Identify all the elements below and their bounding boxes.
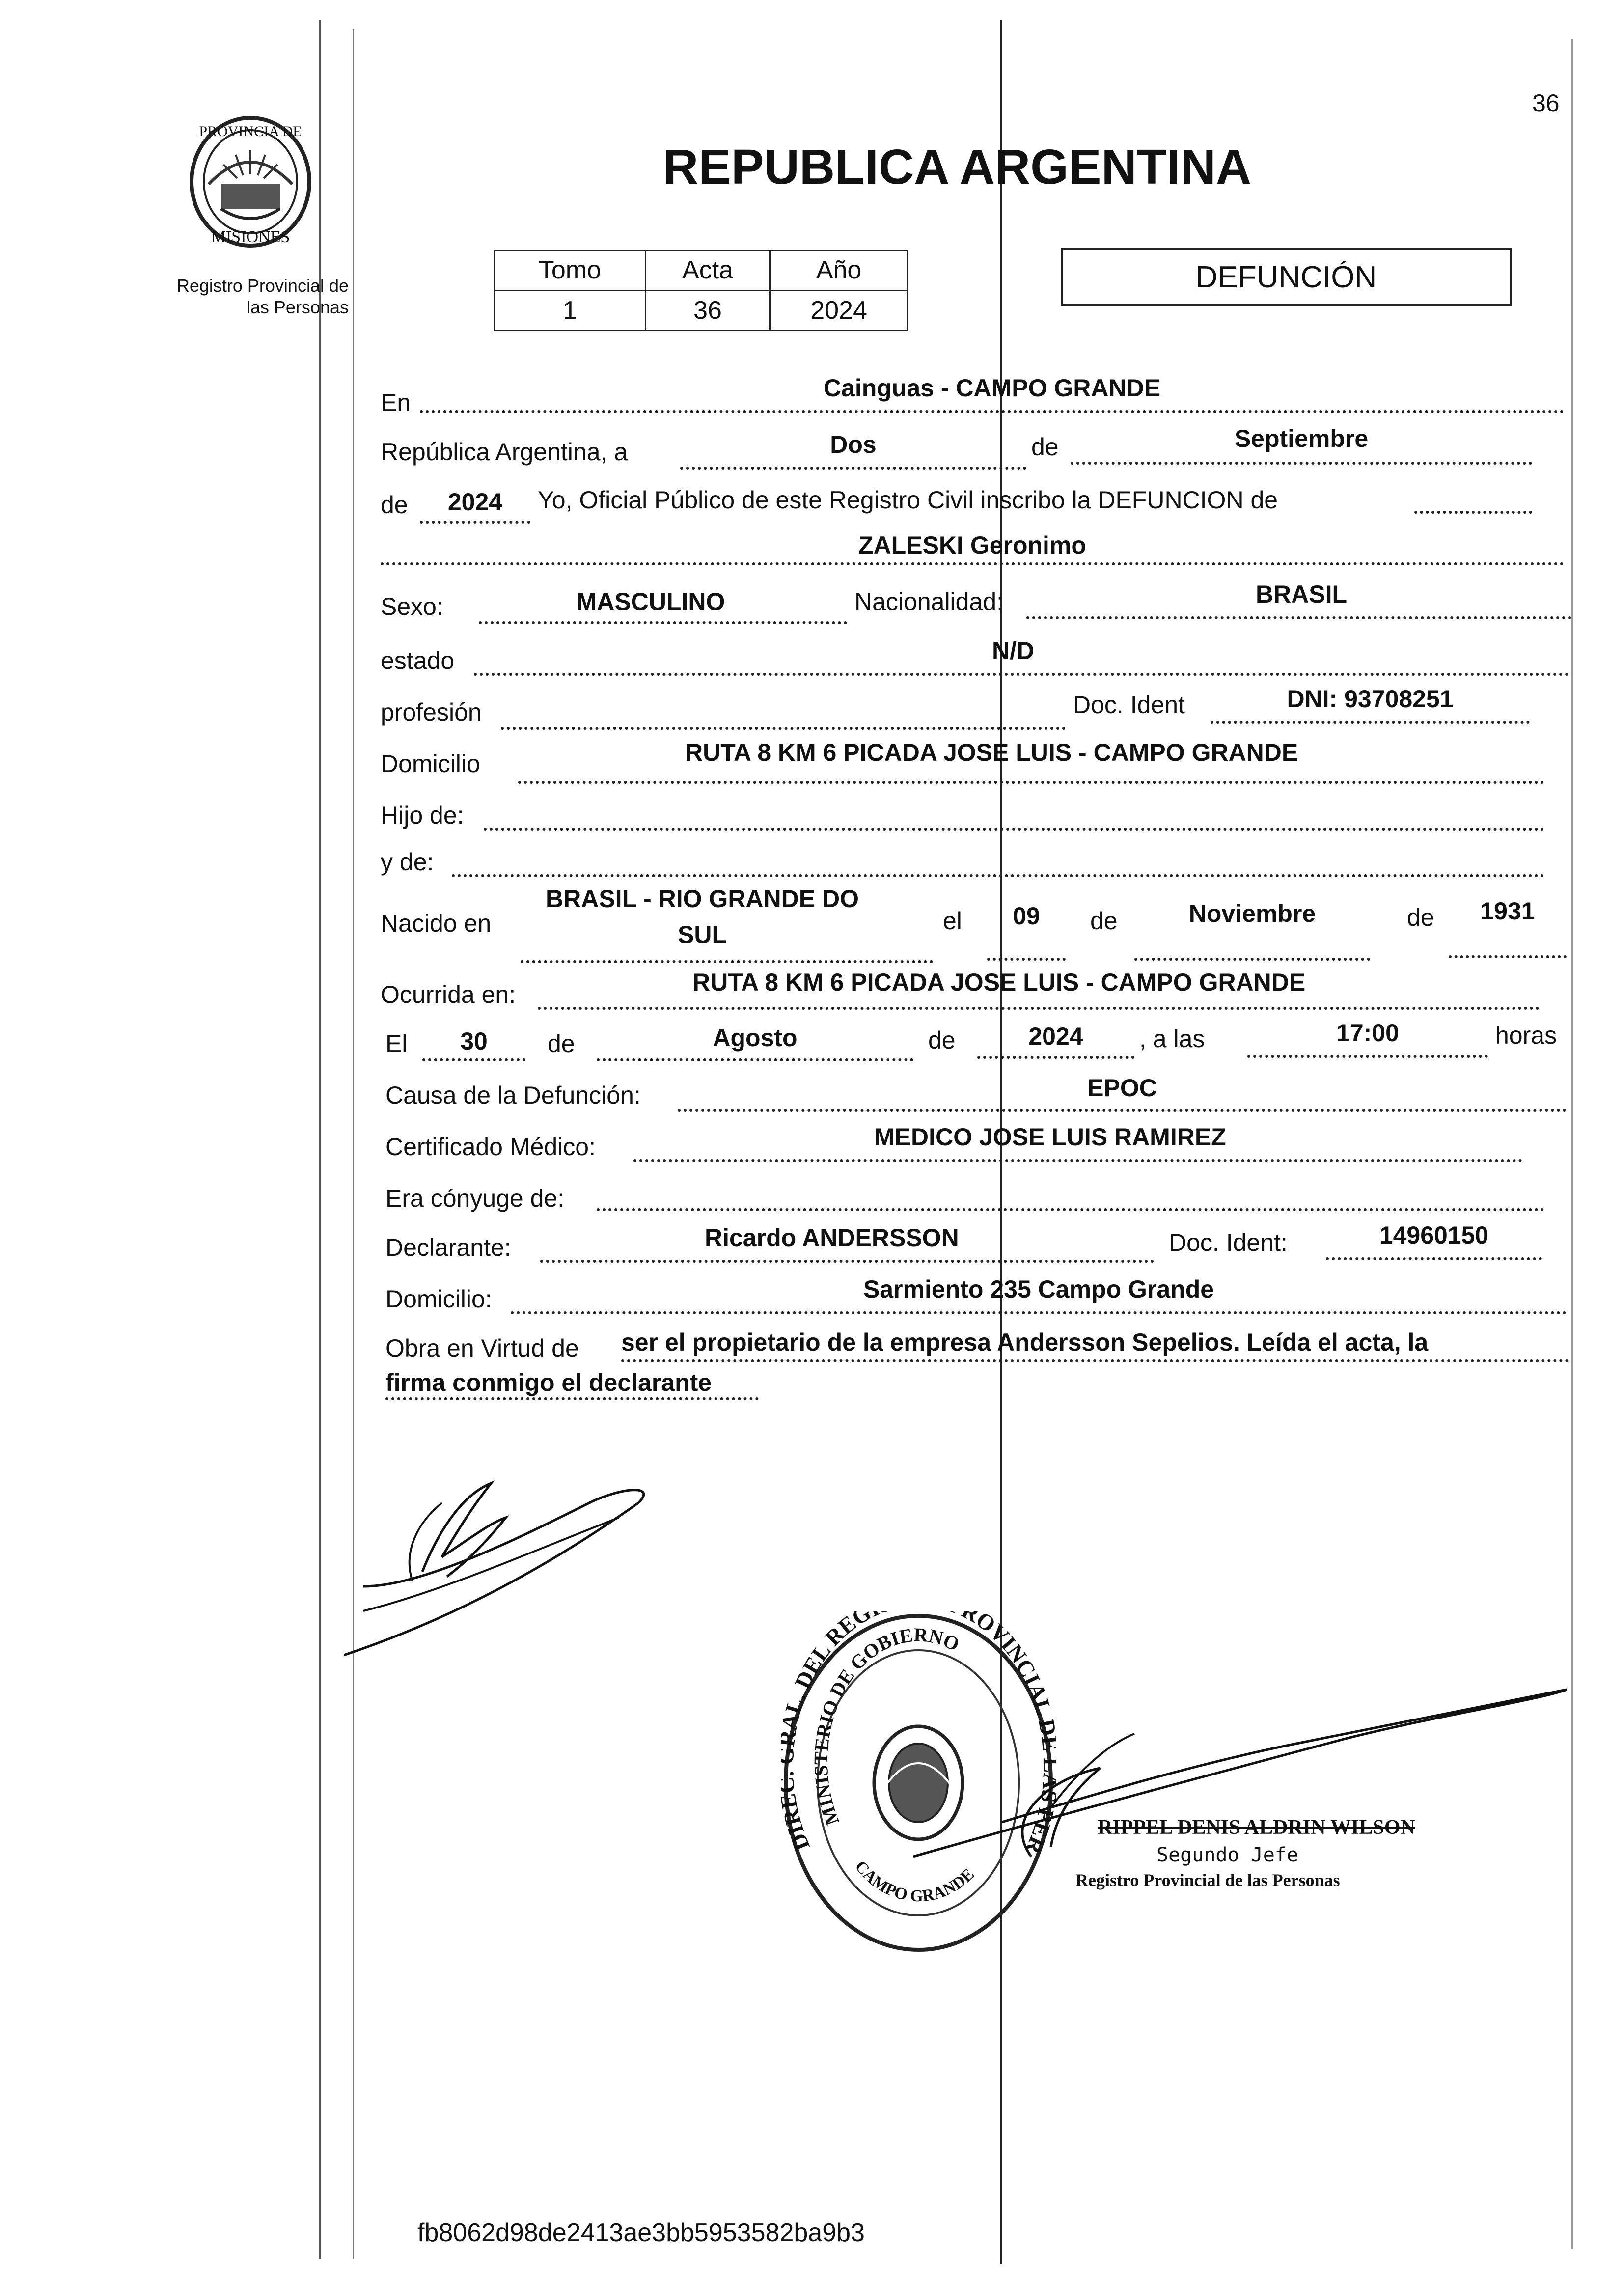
document-hash: fb8062d98de2413ae3bb5953582ba9b3 (417, 2219, 865, 2247)
value-domicilio: RUTA 8 KM 6 PICADA JOSE LUIS - CAMPO GRANDE (685, 739, 1298, 766)
dotted-line-nacionalidad (1026, 616, 1571, 619)
register-header-anio: Año (770, 250, 908, 291)
label-doc-ident2: Doc. Ident: (1169, 1229, 1288, 1256)
dotted-line-domicilio2 (511, 1311, 1567, 1314)
label-en: En (381, 389, 411, 416)
label-estado: estado (381, 647, 455, 674)
value-doc-ident: DNI: 93708251 (1287, 685, 1454, 713)
label-el-nac: el (943, 907, 962, 935)
dotted-line-sexo (479, 621, 847, 624)
label-horas: horas (1495, 1022, 1557, 1049)
dotted-line-obra1 (621, 1359, 1569, 1362)
value-nac-mes: Noviembre (1188, 900, 1316, 927)
value-def-anio: 2024 (1028, 1023, 1083, 1050)
value-lugar: Cainguas - CAMPO GRANDE (823, 374, 1161, 402)
label-nacionalidad: Nacionalidad: (854, 588, 1003, 615)
value-certificado: MEDICO JOSE LUIS RAMIREZ (874, 1123, 1226, 1151)
register-value-acta: 36 (645, 290, 770, 331)
value-nacido-en-line2: SUL (678, 921, 727, 948)
label-domicilio2: Domicilio: (385, 1285, 492, 1313)
dotted-line-ocurrida-en (538, 1007, 1540, 1010)
value-obra-line1: ser el propietario de la empresa Andersson Sepelios. Leída el acta, la (621, 1329, 1429, 1356)
register-header-tomo: Tomo (495, 250, 646, 291)
page-number: 36 (1532, 89, 1560, 117)
value-nac-dia: 09 (1013, 902, 1040, 930)
value-causa: EPOC (1087, 1074, 1157, 1102)
label-republica: República Argentina, a (381, 438, 628, 466)
dotted-line-def-anio (977, 1056, 1134, 1059)
scan-line-left-inner (353, 29, 354, 2259)
label-hijo-de: Hijo de: (381, 802, 464, 829)
label-certificado: Certificado Médico: (385, 1133, 596, 1161)
label-profesion: profesión (381, 698, 482, 726)
svg-text:DIREC. GRAL. DEL REGISTRO PROV: DI L. DEL REG ROVINCIAL ER (781, 1611, 1056, 1858)
label-nacido-en: Nacido en (381, 910, 492, 937)
dotted-line-profesion (501, 727, 1066, 730)
dotted-line-fallecido (381, 562, 1564, 565)
dotted-line-def-hora (1247, 1055, 1488, 1058)
dotted-line-anio (420, 521, 530, 524)
dotted-line-certificado (633, 1159, 1522, 1162)
dotted-line-conyuge (597, 1208, 1544, 1211)
value-declarante-doc: 14960150 (1379, 1221, 1489, 1249)
dotted-line-causa (678, 1109, 1567, 1112)
label-de-anio: de (381, 491, 408, 519)
value-mes: Septiembre (1234, 425, 1369, 452)
dotted-line-nac-mes (1134, 958, 1370, 961)
record-type-box (1061, 248, 1512, 306)
register-header-acta: Acta (645, 250, 770, 291)
svg-text:MINISTERIO DE GOBIERNO: MINISTERIO DE GOBIERNO (809, 1623, 963, 1829)
scan-line-right (1571, 39, 1573, 2249)
value-def-mes: Agosto (713, 1024, 798, 1052)
dotted-line-mes (1071, 462, 1532, 465)
label-de-mes: de (1031, 433, 1059, 461)
dotted-line-hijo-de (484, 828, 1544, 831)
svg-text:MISIONES: MISIONES (211, 228, 290, 246)
official-name: RIPPEL DENIS ALDRIN WILSON (1098, 1816, 1415, 1839)
label-de-def-mes: de (548, 1030, 575, 1057)
register-value-tomo: 1 (495, 290, 646, 331)
label-de-def-anio: de (928, 1026, 956, 1054)
svg-text:CAMPO GRANDE: CAMPO GRANDE (851, 1857, 978, 1906)
office-label (157, 275, 349, 318)
value-obra-line2: firma conmigo el declarante (385, 1369, 712, 1396)
dotted-line-estado (474, 673, 1569, 676)
value-nac-anio: 1931 (1480, 897, 1535, 925)
office-label-line1: Registro Provincial de (176, 276, 349, 296)
value-anio: 2024 (447, 488, 503, 516)
official-title: Segundo Jefe (1156, 1844, 1298, 1866)
label-a-las: , a las (1139, 1025, 1205, 1053)
label-declarante: Declarante: (385, 1234, 511, 1261)
label-sexo: Sexo: (381, 593, 443, 620)
province-emblem (179, 111, 322, 253)
label-causa: Causa de la Defunción: (385, 1082, 641, 1109)
label-obra-en-virtud: Obra en Virtud de (385, 1334, 579, 1362)
value-dia: Dos (830, 431, 877, 458)
label-y-de: y de: (381, 848, 434, 876)
value-declarante-domicilio: Sarmiento 235 Campo Grande (863, 1276, 1214, 1303)
dotted-line-nac-dia (987, 958, 1066, 961)
declarant-signature (344, 1464, 658, 1660)
value-declarante: Ricardo ANDERSSON (705, 1224, 959, 1251)
label-yo-oficial: Yo, Oficial Público de este Registro Civil inscribo la DEFUNCION de (538, 486, 1278, 514)
dotted-line-domicilio (518, 781, 1544, 784)
register-table (494, 250, 908, 331)
register-value-anio: 2024 (770, 290, 908, 331)
dotted-line-declarante-doc (1326, 1257, 1542, 1260)
dotted-line-en (420, 410, 1564, 413)
label-domicilio: Domicilio (381, 750, 480, 777)
svg-text:PROVINCIA DE: PROVINCIA DE (199, 123, 302, 139)
office-label-line2: las Personas (246, 297, 349, 317)
record-type: DEFUNCIÓN (1195, 260, 1377, 294)
label-de-nac-mes: de (1090, 907, 1118, 935)
dotted-line-def-dia (422, 1058, 525, 1061)
dotted-line-declarante (540, 1260, 1154, 1263)
register-header-row (495, 250, 908, 291)
label-conyuge: Era cónyuge de: (385, 1185, 565, 1212)
country-title: REPUBLICA ARGENTINA (663, 139, 1252, 194)
dotted-line-doc-ident (1211, 721, 1530, 724)
value-estado: N/D (992, 637, 1035, 665)
dotted-line-yo (1414, 511, 1532, 514)
dotted-line-obra2 (385, 1397, 759, 1400)
scan-line-left (319, 20, 321, 2259)
dotted-line-dia (680, 467, 1026, 470)
value-def-hora: 17:00 (1336, 1019, 1399, 1047)
label-ocurrida-en: Ocurrida en: (381, 981, 516, 1008)
label-doc-ident: Doc. Ident (1073, 691, 1185, 719)
label-de-nac-anio: de (1407, 904, 1434, 931)
value-nacionalidad: BRASIL (1255, 581, 1348, 608)
value-nacido-en-line1: BRASIL - RIO GRANDE DO (546, 885, 859, 913)
dotted-line-y-de (452, 874, 1544, 877)
value-sexo: MASCULINO (576, 588, 725, 615)
dotted-line-def-mes (597, 1058, 913, 1061)
register-value-row (495, 290, 908, 331)
dotted-line-nacido-en (521, 960, 933, 963)
value-def-dia: 30 (460, 1027, 488, 1055)
dotted-line-nac-anio (1449, 955, 1567, 958)
value-ocurrida-en: RUTA 8 KM 6 PICADA JOSE LUIS - CAMPO GRANDE (692, 969, 1306, 996)
official-office: Registro Provincial de las Personas (1075, 1870, 1340, 1890)
label-el-def: El (385, 1030, 408, 1057)
value-fallecido: ZALESKI Geronimo (858, 531, 1086, 559)
